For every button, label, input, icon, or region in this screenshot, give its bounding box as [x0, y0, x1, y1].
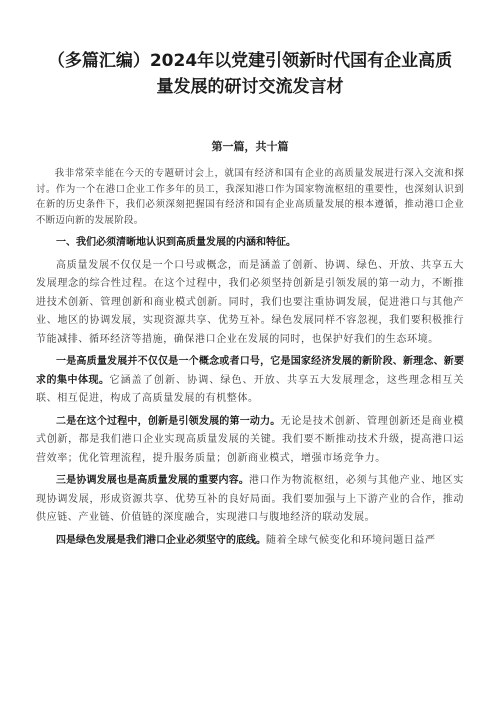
section-heading-1: 一、我们必须清晰地认识到高质量发展的内涵和特征。: [56, 237, 296, 248]
paragraph-5-body: 随着全球气候变化和环境问题日益严: [266, 534, 436, 546]
paragraph-4-body: 港口作为物流枢纽，必须与其他产业、地区实现协调发展，形成资源共享、优势互补的良好局面。我们要加强与上下游产业的合作，推动供应链、产业链、价值链的深度融合，实现港口与腹地经济的联动发展。: [36, 475, 464, 523]
paragraph-3: [36, 413, 464, 469]
paragraph-2-body: 它涵盖了创新、协调、绿色、开放、共享五大发展理念，这些理念相互关联、相互促进，构成了高质量发展的有机整体。: [36, 374, 465, 404]
paragraph-4: [36, 472, 464, 528]
paragraph-3-lead: 二是在这个过程中，创新是引领发展的第一动力。: [56, 415, 281, 427]
paragraph-1: 高质量发展不仅仅是一个口号或概念，而是涵盖了创新、协调、绿色、开放、共享五大发展理念的综合性过程。在这个过程中，我们必须坚持创新是引领发展的第一动力，不断推进技术创新、管理创新和商业模式创新。同时，我们也要注重协调发展，促进港口与其他产业、地区的协调发展，实现资源共享、优势互补。绿色发展同样不容忽视，我们要积极推行节能减排、循环经济等措施，确保港口企业在发展的同时，也保护好我们的生态环境。: [36, 259, 464, 345]
paragraph-3-body: 无论是技术创新、管理创新还是商业模式创新，都是我们港口企业实现高质量发展的关键。我们要不断推动技术升级，提高港口运营效率；优化管理流程，提升服务质量；创新商业模式，增强市场竞争力。: [36, 415, 464, 464]
paragraph-2: [36, 353, 464, 409]
title-line-2: 量发展的研讨交流发言材: [156, 77, 344, 97]
intro-paragraph: 我非常荣幸能在今天的专题研讨会上，就国有经济和国有企业的高质量发展进行深入交流和探讨。作为一个在港口企业工作多年的员工，我深知港口作为国家物流枢纽的重要性，也深刻认识到在新的历史条件下，我们必须深刻把握国有经济和国有企业高质量发展的根本遵循，推动港口企业不断迈向新的发展阶段。: [36, 168, 464, 226]
paragraph-2-lead: 一是高质量发展并不仅仅是一个概念或者口号，它是国家经济发展的新阶段、新理念、新要求的集中体现。: [36, 356, 464, 386]
document-title: [36, 48, 464, 100]
paragraph-5: [36, 532, 464, 551]
title-line-1: （多篇汇编）2024年以党建引领新时代国有企业高质: [47, 51, 453, 71]
section-title: 第一篇，共十篇: [211, 140, 289, 153]
paragraph-5-lead: 四是绿色发展是我们港口企业必须坚守的底线。: [56, 534, 266, 546]
paragraph-4-lead: 三是协调发展也是高质量发展的重要内容。: [56, 475, 249, 486]
